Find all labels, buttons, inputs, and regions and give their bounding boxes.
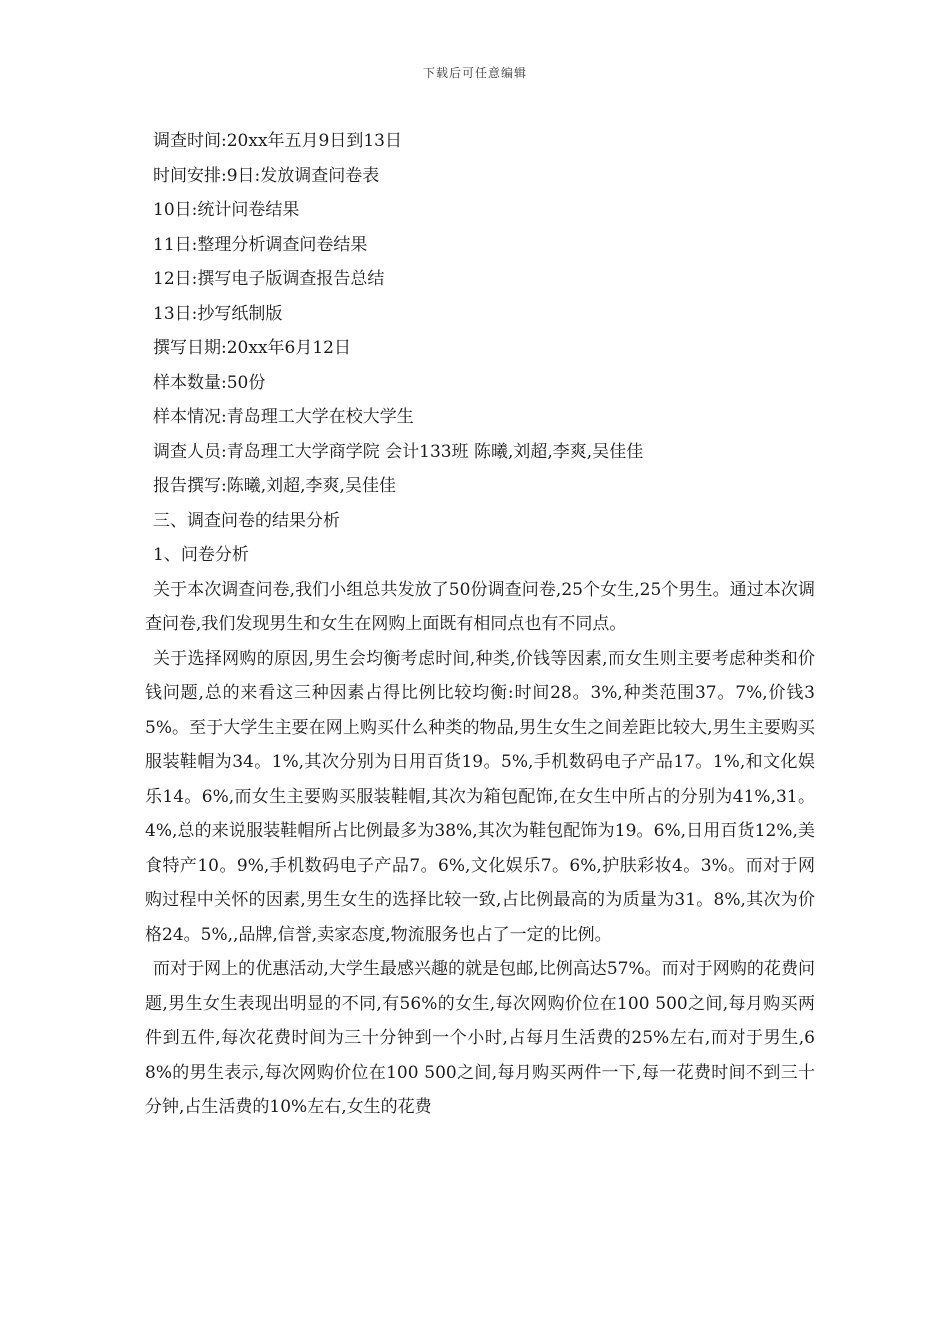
page-header-note: 下载后可任意编辑: [422, 66, 527, 80]
schedule-day-11: 11日:整理分析调查问卷结果: [153, 234, 368, 255]
schedule-day-12: 12日:撰写电子版调查报告总结: [153, 269, 385, 289]
sample-size: 样本数量:50份: [153, 372, 266, 393]
survey-time: 调查时间:20xx年五月9日到13日: [153, 131, 402, 151]
paragraph-promotions: 而对于网上的优惠活动,大学生最感兴趣的就是包邮,比例高达57%。而对于网购的花费问题,男生女生表现出明显的不同,有56%的女生,每次网购价位在100 500之间,每月购买两件到五件,每次花费时间为三十分钟到一个小时,占每月生活费的25%左右,而对于男生,68%的男生表示,每次网购价位在100 500之间,每月购买两件一下,每一花费时间不到三十分钟,占生活费的10%左右,女生的花费: [145, 959, 815, 1117]
schedule-day-13: 13日:抄写纸制版: [153, 303, 283, 324]
schedule-day-9: 时间安排:9日:发放调查问卷表: [153, 165, 380, 186]
writing-date: 撰写日期:20xx年6月12日: [153, 338, 351, 358]
sample-description: 样本情况:青岛理工大学在校大学生: [153, 407, 414, 427]
subsection-heading: 1、问卷分析: [153, 545, 249, 565]
schedule-day-10: 10日:统计问卷结果: [153, 200, 300, 220]
report-authors: 报告撰写:陈曦,刘超,李爽,吴佳佳: [153, 476, 396, 496]
survey-staff: 调查人员:青岛理工大学商学院 会计133班 陈曦,刘超,李爽,吴佳佳: [153, 441, 644, 462]
section-heading: 三、调查问卷的结果分析: [153, 510, 340, 531]
document-body: [145, 124, 815, 1125]
paragraph-reasons: 关于选择网购的原因,男生会均衡考虑时间,种类,价钱等因素,而女生则主要考虑种类和价钱问题,总的来看这三种因素占得比例比较均衡:时间28。3%,种类范围37。7%,价钱35%。至于大学生主要在网上购买什么种类的物品,男生女生之间差距比较大,男生主要购买服装鞋帽为34。1%,其次分别为日用百货19。5%,手机数码电子产品17。1%,和文化娱乐14。6%,而女生主要购买服装鞋帽,其次为箱包配饰,在女生中所占的分别为41%,31。4%,总的来说服装鞋帽所占比例最多为38%,其次为鞋包配饰为19。6%,日用百货12%,美食特产10。9%,手机数码电子产品7。6%,文化娱乐7。6%,护肤彩妆4。3%。而对于网购过程中关怀的因素,男生女生的选择比较一致,占比例最高的为质量为31。8%,其次为价格24。5%,,品牌,信誉,卖家态度,物流服务也占了一定的比例。: [145, 648, 815, 945]
paragraph-overview: 关于本次调查问卷,我们小组总共发放了50份调查问卷,25个女生,25个男生。通过本次调查问卷,我们发现男生和女生在网购上面既有相同点也有不同点。: [145, 579, 815, 634]
